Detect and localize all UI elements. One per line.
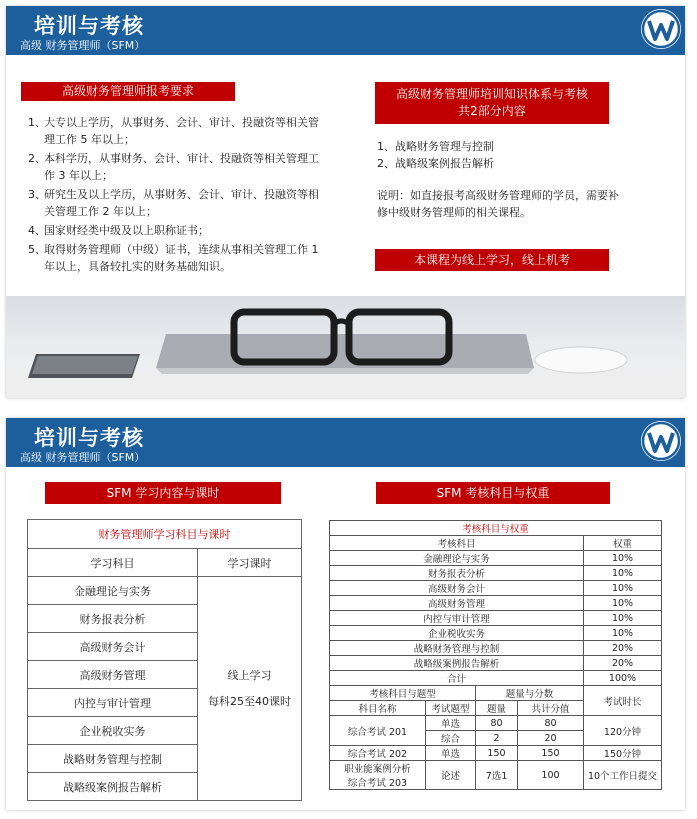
table-cell: 内控与审计管理 bbox=[28, 689, 198, 717]
table-cell: 战略财务管理与控制 bbox=[330, 641, 584, 656]
column-header: 考核科目与题型 bbox=[330, 686, 476, 701]
list-item: 2、 本科学历，从事财务、会计、审计、投融资等相关管理工作 3 年以上； bbox=[28, 152, 319, 182]
table-cell: 150分钟 bbox=[584, 746, 662, 761]
table-cell: 战略财务管理与控制 bbox=[28, 745, 198, 773]
table-cell: 10% bbox=[584, 596, 662, 611]
table-cell: 10% bbox=[584, 551, 662, 566]
table-cell: 论述 bbox=[426, 761, 476, 790]
table-cell: 战略级案例报告解析 bbox=[330, 656, 584, 671]
page-title: 培训与考核 bbox=[34, 426, 144, 450]
slide-study-and-exam bbox=[6, 418, 685, 810]
table-cell: 7选1 bbox=[476, 761, 518, 790]
slide-exam-requirements bbox=[6, 6, 685, 398]
table-cell: 20 bbox=[518, 731, 584, 746]
table-cell: 20% bbox=[584, 641, 662, 656]
column-header: 题量与分数 bbox=[476, 686, 584, 701]
table-cell: 财务报表分析 bbox=[330, 566, 584, 581]
table-cell: 金融理论与实务 bbox=[28, 577, 198, 605]
table-cell: 综合 bbox=[426, 731, 476, 746]
table-cell: 高级财务管理 bbox=[330, 596, 584, 611]
column-header: 学习科目 bbox=[28, 549, 198, 577]
table-cell: 企业税收实务 bbox=[28, 717, 198, 745]
page-title: 培训与考核 bbox=[34, 14, 144, 38]
table-cell: 综合考试 202 bbox=[330, 746, 426, 761]
brand-logo bbox=[641, 9, 681, 49]
table-cell: 20% bbox=[584, 656, 662, 671]
knowledge-system-banner: 高级财务管理师培训知识体系与考核 共2部分内容 bbox=[375, 82, 609, 124]
desk-photo bbox=[6, 296, 685, 398]
table-cell: 高级财务管理 bbox=[28, 661, 198, 689]
table-cell: 战略级案例报告解析 bbox=[28, 773, 198, 801]
column-header: 权重 bbox=[584, 536, 662, 551]
list-item: 2、战略级案例报告解析 bbox=[377, 157, 494, 170]
exam-weights-table bbox=[329, 520, 662, 790]
slide-header bbox=[6, 6, 685, 55]
total-label: 合计 bbox=[330, 671, 584, 686]
study-content-banner: SFM 学习内容与课时 bbox=[45, 482, 281, 504]
table-cell: 10% bbox=[584, 611, 662, 626]
table-cell: 单选 bbox=[426, 746, 476, 761]
table-cell: 150 bbox=[518, 746, 584, 761]
table-cell: 内控与审计管理 bbox=[330, 611, 584, 626]
column-header: 科目名称 bbox=[330, 701, 426, 716]
table-cell: 财务报表分析 bbox=[28, 605, 198, 633]
column-header: 考试时长 bbox=[584, 686, 662, 716]
table-title: 考核科目与权重 bbox=[330, 521, 662, 536]
table-cell: 金融理论与实务 bbox=[330, 551, 584, 566]
list-item: 1、 大专以上学历，从事财务、会计、审计、投融资等相关管理工作 5 年以上； bbox=[28, 116, 319, 146]
hours-cell: 线上学习 每科25至40课时 bbox=[198, 577, 302, 801]
online-exam-banner: 本课程为线上学习，线上机考 bbox=[375, 249, 609, 271]
table-title: 财务管理师学习科目与课时 bbox=[28, 520, 302, 549]
total-value: 100% bbox=[584, 671, 662, 686]
table-cell: 单选 bbox=[426, 716, 476, 731]
table-cell: 80 bbox=[476, 716, 518, 731]
list-item: 4、 国家财经类中级及以上职称证书； bbox=[28, 224, 209, 237]
table-cell: 企业税收实务 bbox=[330, 626, 584, 641]
study-subjects-table bbox=[27, 519, 302, 801]
column-header: 题量 bbox=[476, 701, 518, 716]
table-cell: 2 bbox=[476, 731, 518, 746]
table-cell: 综合考试 201 bbox=[330, 716, 426, 746]
note-text: 说明：如直接报考高级财务管理师的学员，需要补修中级财务管理师的相关课程。 bbox=[377, 189, 619, 219]
table-cell: 120分钟 bbox=[584, 716, 662, 746]
table-cell: 150 bbox=[476, 746, 518, 761]
list-item: 1、战略财务管理与控制 bbox=[377, 140, 494, 153]
table-cell: 高级财务会计 bbox=[28, 633, 198, 661]
table-cell: 高级财务会计 bbox=[330, 581, 584, 596]
table-cell: 10% bbox=[584, 581, 662, 596]
system-items bbox=[377, 138, 617, 172]
table-cell: 10% bbox=[584, 566, 662, 581]
brand-logo bbox=[641, 421, 681, 461]
page-subtitle: 高级 财务管理师（SFM） bbox=[20, 39, 146, 52]
column-header: 考试题型 bbox=[426, 701, 476, 716]
column-header: 共计分值 bbox=[518, 701, 584, 716]
list-item: 3、 研究生及以上学历，从事财务、会计、审计、投融资等相关管理工作 2 年以上； bbox=[28, 188, 319, 218]
table-cell: 80 bbox=[518, 716, 584, 731]
requirements-list bbox=[28, 114, 328, 277]
table-cell: 职业能案例分析 综合考试 203 bbox=[330, 761, 426, 790]
table-cell: 10个工作日提交 bbox=[584, 761, 662, 790]
requirements-banner: 高级财务管理师报考要求 bbox=[21, 82, 235, 101]
list-item: 5、 取得财务管理师（中级）证书，连续从事相关管理工作 1 年以上，具备较扎实的财务基础知识。 bbox=[28, 243, 319, 273]
exam-weight-banner: SFM 考核科目与权重 bbox=[376, 482, 610, 504]
page-subtitle: 高级 财务管理师（SFM） bbox=[20, 451, 146, 464]
table-cell: 10% bbox=[584, 626, 662, 641]
slide-header bbox=[6, 418, 685, 467]
column-header: 学习课时 bbox=[198, 549, 302, 577]
table-cell: 100 bbox=[518, 761, 584, 790]
column-header: 考核科目 bbox=[330, 536, 584, 551]
